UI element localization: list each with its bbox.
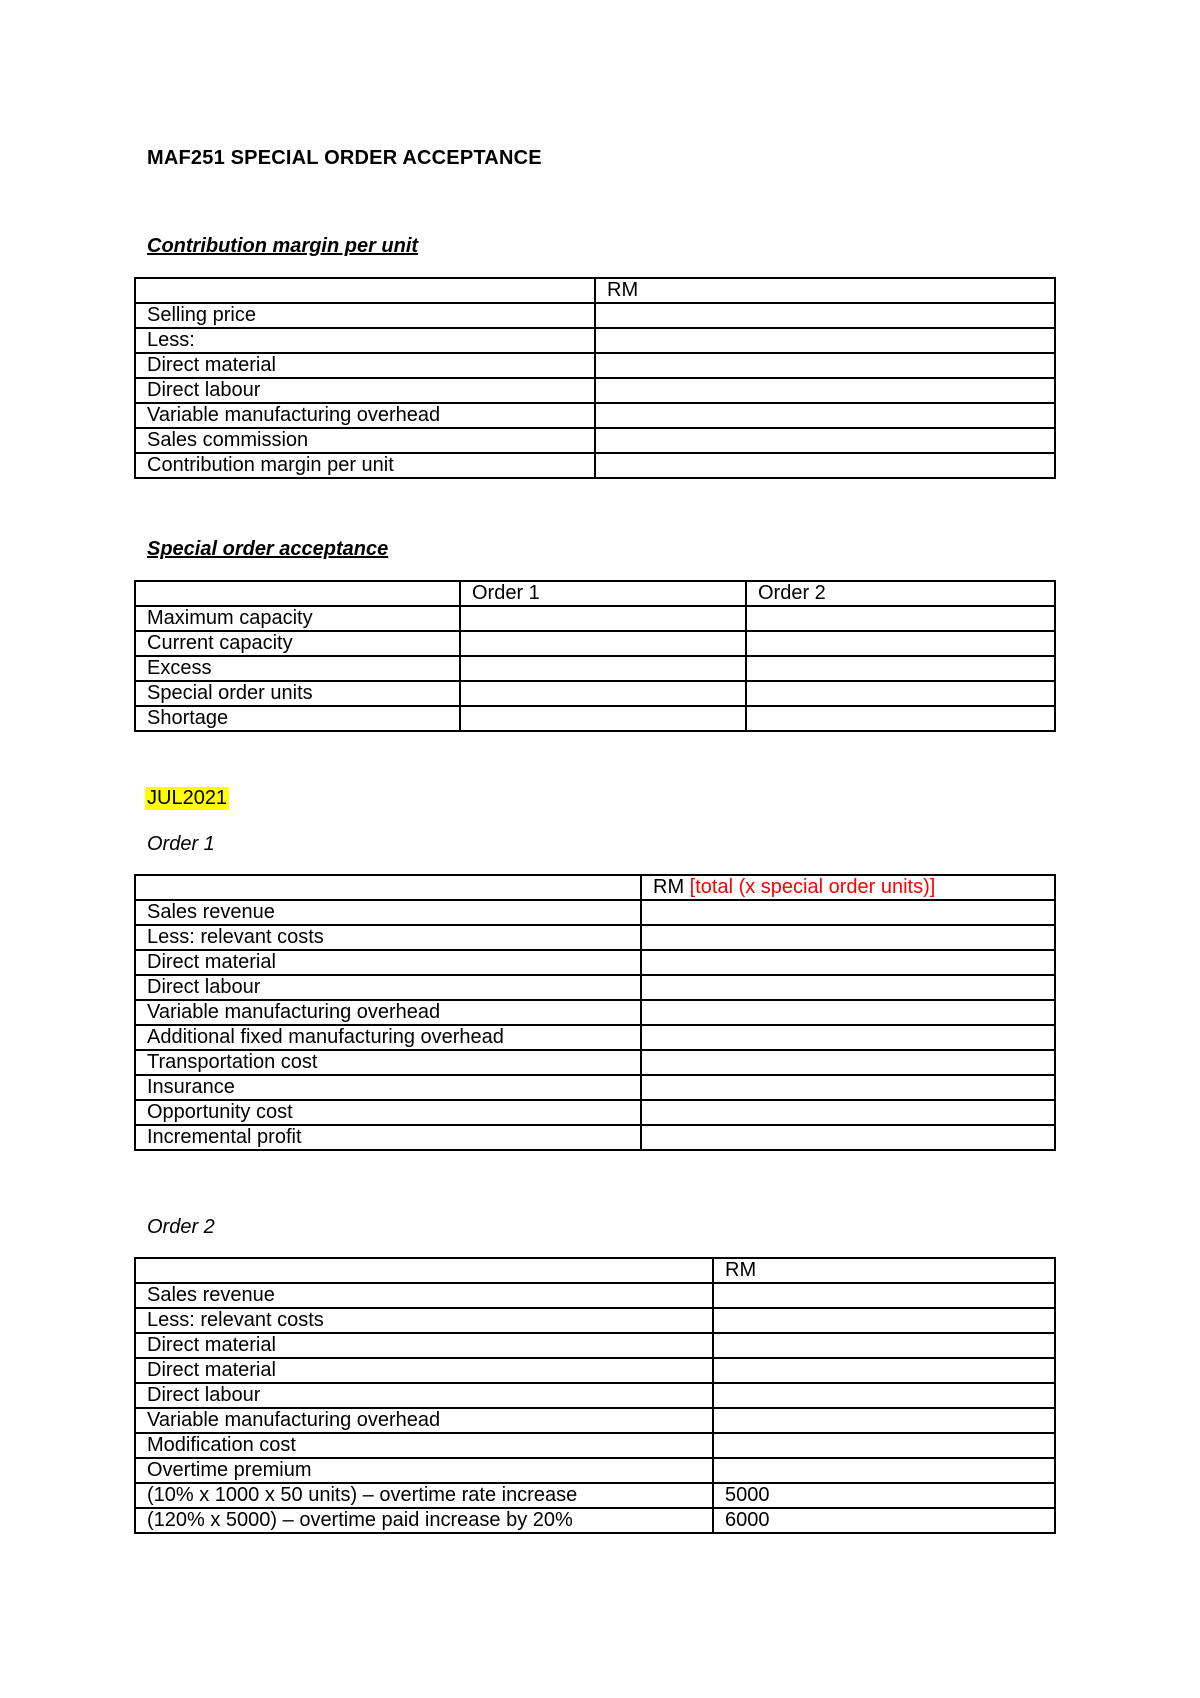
special-order-heading: Special order acceptance xyxy=(147,538,389,560)
table-cell xyxy=(460,681,746,706)
table-row xyxy=(135,925,1055,950)
table-cell: (10% x 1000 x 50 units) – overtime rate increase xyxy=(135,1483,713,1508)
table-cell: Variable manufacturing overhead xyxy=(135,1000,641,1025)
table-cell xyxy=(641,1075,1055,1100)
table-row xyxy=(135,378,1055,403)
table-cell: Contribution margin per unit xyxy=(135,453,595,478)
table-cell: Less: relevant costs xyxy=(135,925,641,950)
table-row xyxy=(135,1358,1055,1383)
table-cell xyxy=(595,378,1055,403)
table-cell: Overtime premium xyxy=(135,1458,713,1483)
table-header-cell: Order 2 xyxy=(746,581,1055,606)
table-cell xyxy=(595,428,1055,453)
table-cell: Direct labour xyxy=(135,378,595,403)
special-order-table xyxy=(134,580,1056,732)
table-row xyxy=(135,1458,1055,1483)
table-cell xyxy=(641,1050,1055,1075)
order2-heading: Order 2 xyxy=(147,1216,215,1238)
table-header-cell xyxy=(135,278,595,303)
table-row xyxy=(135,606,1055,631)
table-cell: Variable manufacturing overhead xyxy=(135,403,595,428)
table-cell: (120% x 5000) – overtime paid increase by 20% xyxy=(135,1508,713,1533)
table-row xyxy=(135,1125,1055,1150)
table-cell xyxy=(641,900,1055,925)
table-cell xyxy=(713,1358,1055,1383)
table-header-row xyxy=(135,581,1055,606)
table-row xyxy=(135,631,1055,656)
table-row xyxy=(135,1308,1055,1333)
table-cell: Sales revenue xyxy=(135,900,641,925)
table-row xyxy=(135,1333,1055,1358)
table-row xyxy=(135,1025,1055,1050)
table-cell xyxy=(595,328,1055,353)
table-cell: Current capacity xyxy=(135,631,460,656)
table-row xyxy=(135,706,1055,731)
table-header-row xyxy=(135,875,1055,900)
table-cell: Incremental profit xyxy=(135,1125,641,1150)
table-row xyxy=(135,1483,1055,1508)
table-row xyxy=(135,681,1055,706)
table-header-cell xyxy=(135,1258,713,1283)
table-cell: Direct labour xyxy=(135,975,641,1000)
table-cell: Less: xyxy=(135,328,595,353)
order2-table xyxy=(134,1257,1056,1534)
table-cell xyxy=(746,631,1055,656)
table-cell xyxy=(713,1383,1055,1408)
table-row xyxy=(135,1408,1055,1433)
table-cell xyxy=(713,1308,1055,1333)
table-cell: Direct material xyxy=(135,950,641,975)
table-cell xyxy=(135,875,641,900)
table-header-cell xyxy=(135,581,460,606)
table-row xyxy=(135,1000,1055,1025)
table-cell xyxy=(713,1283,1055,1308)
order1-table xyxy=(134,874,1056,1151)
table-cell xyxy=(713,1333,1055,1358)
table-row xyxy=(135,1100,1055,1125)
rm-note: [total (x special order units)] xyxy=(689,876,936,898)
table-cell xyxy=(641,925,1055,950)
table-row xyxy=(135,303,1055,328)
table-cell: Sales commission xyxy=(135,428,595,453)
table-row xyxy=(135,453,1055,478)
table-cell: Selling price xyxy=(135,303,595,328)
page-title: MAF251 SPECIAL ORDER ACCEPTANCE xyxy=(147,147,542,169)
table-header-cell: RM xyxy=(595,278,1055,303)
table-cell: Opportunity cost xyxy=(135,1100,641,1125)
table-cell: 5000 xyxy=(713,1483,1055,1508)
table-header-cell: RM xyxy=(713,1258,1055,1283)
table-cell: Direct material xyxy=(135,1333,713,1358)
table-cell xyxy=(595,453,1055,478)
table-cell: Modification cost xyxy=(135,1433,713,1458)
table-cell: Shortage xyxy=(135,706,460,731)
table-header-cell: Order 1 xyxy=(460,581,746,606)
table-cell: Special order units xyxy=(135,681,460,706)
table-cell: Variable manufacturing overhead xyxy=(135,1408,713,1433)
table-cell: 6000 xyxy=(713,1508,1055,1533)
table-cell xyxy=(713,1433,1055,1458)
table-cell xyxy=(713,1458,1055,1483)
table-cell xyxy=(460,706,746,731)
table-cell xyxy=(641,1025,1055,1050)
table-row xyxy=(135,950,1055,975)
table-cell xyxy=(595,353,1055,378)
table-cell: Less: relevant costs xyxy=(135,1308,713,1333)
table-cell xyxy=(746,656,1055,681)
table-cell xyxy=(641,1125,1055,1150)
table-row xyxy=(135,353,1055,378)
table-row xyxy=(135,1508,1055,1533)
table-cell: Additional fixed manufacturing overhead xyxy=(135,1025,641,1050)
contribution-margin-table xyxy=(134,277,1056,479)
table-cell xyxy=(641,950,1055,975)
exam-session-tag: JUL2021 xyxy=(147,787,228,809)
table-cell: Maximum capacity xyxy=(135,606,460,631)
table-row xyxy=(135,900,1055,925)
table-cell: Direct material xyxy=(135,353,595,378)
table-cell xyxy=(595,403,1055,428)
table-row xyxy=(135,656,1055,681)
table-cell: Direct material xyxy=(135,1358,713,1383)
table-cell xyxy=(713,1408,1055,1433)
table-row xyxy=(135,403,1055,428)
table-cell xyxy=(460,606,746,631)
table-row xyxy=(135,1050,1055,1075)
table-row xyxy=(135,975,1055,1000)
table-cell xyxy=(460,631,746,656)
table-header-row xyxy=(135,278,1055,303)
order1-heading: Order 1 xyxy=(147,833,215,855)
table-header-cell xyxy=(641,875,1055,900)
table-cell: Direct labour xyxy=(135,1383,713,1408)
table-row xyxy=(135,328,1055,353)
table-cell: Excess xyxy=(135,656,460,681)
table-cell: Insurance xyxy=(135,1075,641,1100)
table-cell xyxy=(641,1000,1055,1025)
contribution-margin-heading: Contribution margin per unit xyxy=(147,235,419,257)
table-row xyxy=(135,1075,1055,1100)
table-cell xyxy=(746,681,1055,706)
table-cell xyxy=(595,303,1055,328)
rm-label: RM xyxy=(653,876,685,898)
table-cell xyxy=(746,706,1055,731)
table-row xyxy=(135,1283,1055,1308)
table-cell xyxy=(641,1100,1055,1125)
table-row xyxy=(135,1433,1055,1458)
table-cell xyxy=(746,606,1055,631)
table-row xyxy=(135,1383,1055,1408)
table-cell: Sales revenue xyxy=(135,1283,713,1308)
table-cell xyxy=(460,656,746,681)
table-header-row xyxy=(135,1258,1055,1283)
table-cell xyxy=(641,975,1055,1000)
table-row xyxy=(135,428,1055,453)
table-cell: Transportation cost xyxy=(135,1050,641,1075)
